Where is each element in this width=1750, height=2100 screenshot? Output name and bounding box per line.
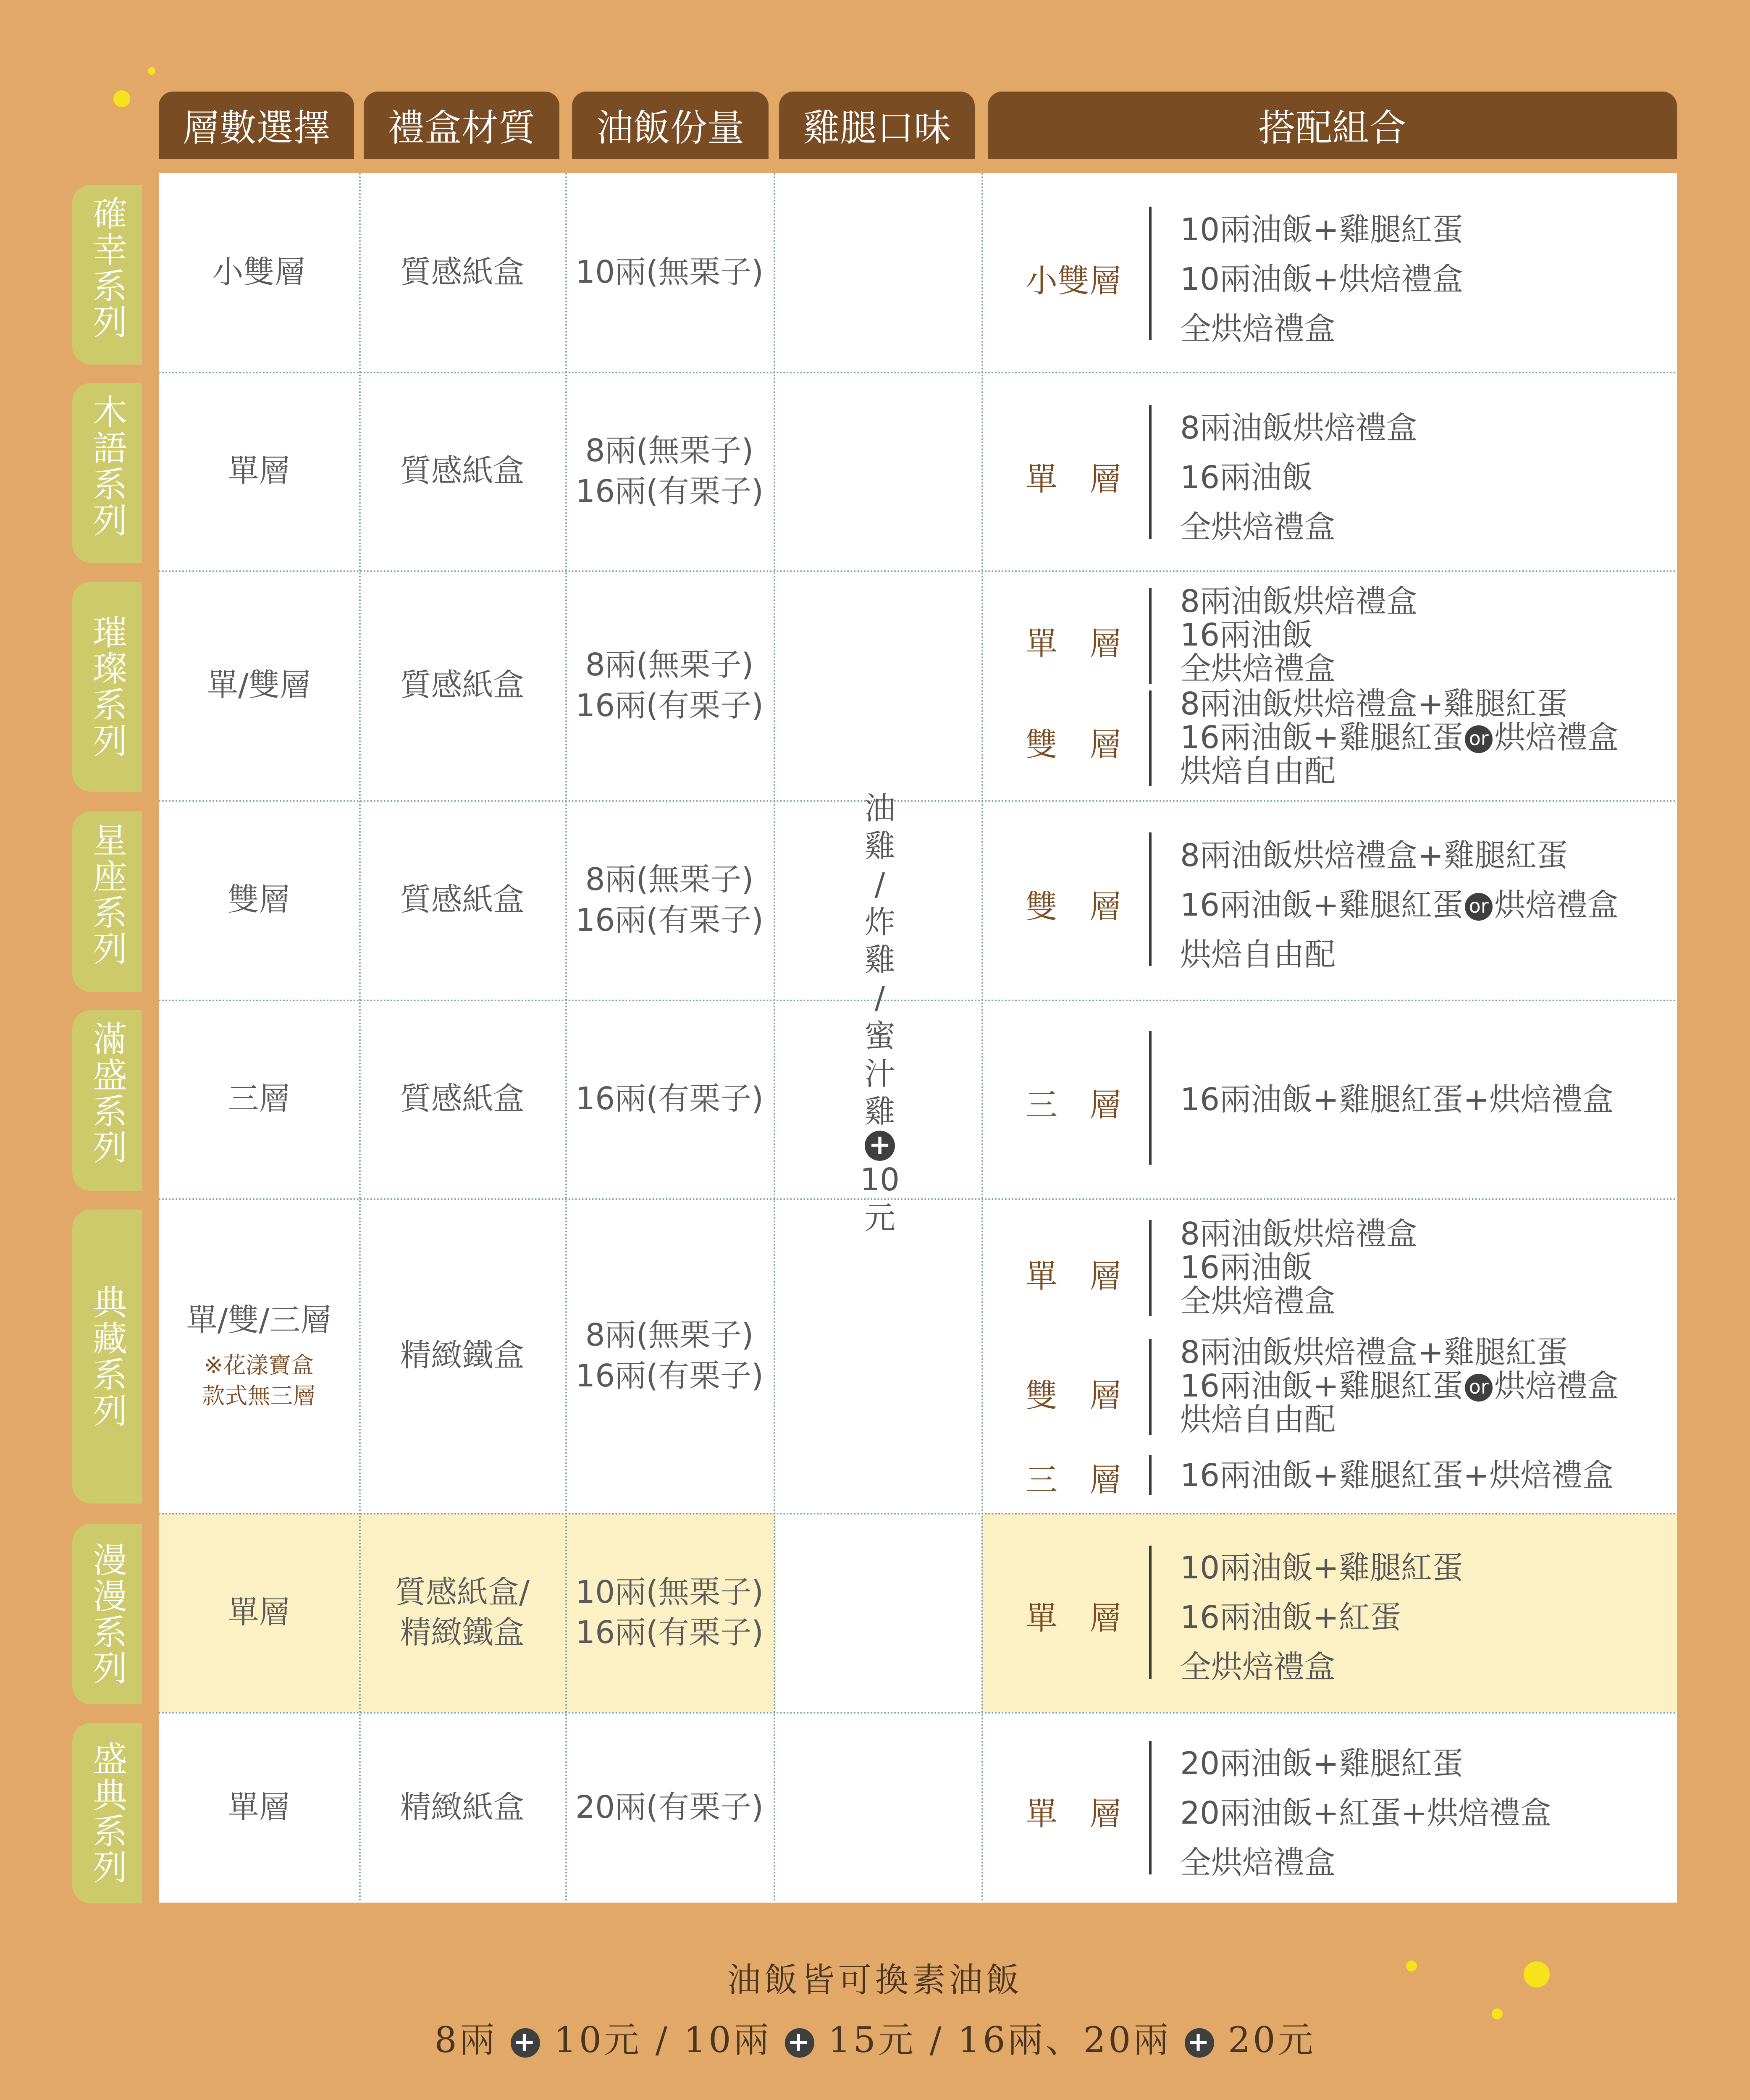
- combo-layer-label: 雙 層: [1026, 888, 1121, 925]
- combo-list: 10兩油飯+雞腿紅蛋 10兩油飯+烘焙禮盒 全烘焙禮盒: [1180, 212, 1464, 347]
- portion-cell: 8兩(無栗子) 16兩(有栗子): [575, 861, 763, 938]
- material-cell: 質感紙盒: [400, 254, 525, 291]
- combo-divider: [1149, 405, 1152, 539]
- layers-cell: 單層: [228, 1594, 290, 1630]
- header-layers: 層數選擇: [159, 92, 354, 159]
- layers-cell: 三層: [228, 1081, 290, 1117]
- layers-cell: 單層: [228, 1789, 290, 1825]
- combo-list: 8兩油飯烘焙禮盒 16兩油飯 全烘焙禮盒: [1180, 410, 1418, 545]
- layers-cell: 小雙層: [212, 254, 306, 291]
- series-tab: 確幸系列: [72, 185, 142, 365]
- plus-icon: +: [785, 2028, 814, 2058]
- combo-layer-label: 小雙層: [1026, 262, 1121, 299]
- combo-layer-label: 三 層: [1026, 1461, 1121, 1499]
- combo-list: 16兩油飯+雞腿紅蛋+烘焙禮盒: [1180, 1457, 1614, 1494]
- combo-divider: [1149, 588, 1152, 684]
- combo-list: 8兩油飯烘焙禮盒 16兩油飯 全烘焙禮盒: [1180, 583, 1418, 687]
- or-badge: or: [1465, 893, 1493, 921]
- combo-divider: [1149, 832, 1152, 966]
- column-divider: [774, 173, 775, 1903]
- combo-list: 10兩油飯+雞腿紅蛋 16兩油飯+紅蛋 全烘焙禮盒: [1180, 1550, 1464, 1685]
- series-tab: 盛典系列: [72, 1723, 142, 1903]
- header-combo: 搭配組合: [988, 92, 1677, 159]
- footer-note: 油飯皆可換素油飯: [727, 1961, 1023, 2000]
- series-tab: 滿盛系列: [72, 1010, 142, 1191]
- combo-divider: [1149, 1220, 1152, 1316]
- combo-divider: [1149, 207, 1152, 340]
- material-cell: 精緻鐵盒: [400, 1337, 525, 1374]
- combo-layer-label: 單 層: [1026, 1795, 1121, 1832]
- or-badge: or: [1465, 725, 1493, 753]
- combo-list: 8兩油飯烘焙禮盒 16兩油飯 全烘焙禮盒: [1180, 1216, 1418, 1319]
- portion-cell: 8兩(無栗子) 16兩(有栗子): [575, 1317, 763, 1394]
- flavor-text: 油 雞 / 炸 雞 / 蜜 汁 雞 + 10 元: [860, 790, 900, 1236]
- series-tab: 璀璨系列: [72, 582, 142, 792]
- series-tab: 典藏系列: [72, 1210, 142, 1504]
- portion-cell: 16兩(有栗子): [575, 1081, 763, 1117]
- material-cell: 質感紙盒/ 精緻鐵盒: [395, 1574, 530, 1651]
- portion-cell: 8兩(無栗子) 16兩(有栗子): [575, 433, 763, 509]
- portion-cell: 10兩(無栗子): [575, 254, 763, 291]
- series-tab: 漫漫系列: [72, 1524, 142, 1704]
- series-tab: 星座系列: [72, 811, 142, 992]
- or-badge: or: [1465, 1374, 1493, 1402]
- plus-icon: +: [865, 1131, 895, 1161]
- portion-cell: 8兩(無栗子) 16兩(有栗子): [575, 647, 763, 724]
- plus-icon: +: [511, 2028, 540, 2058]
- material-cell: 質感紙盒: [400, 667, 525, 704]
- column-divider: [981, 173, 983, 1903]
- layers-cell: 單/雙/三層 ※花漾寶盒 款式無三層: [186, 1302, 332, 1409]
- layers-cell: 單層: [228, 453, 290, 489]
- material-cell: 質感紙盒: [400, 882, 525, 918]
- combo-divider: [1149, 1741, 1152, 1874]
- plus-icon: +: [1185, 2028, 1214, 2058]
- material-cell: 質感紙盒: [400, 453, 525, 489]
- combo-layer-label: 單 層: [1026, 460, 1121, 498]
- decor-dot: [113, 90, 130, 107]
- combo-list: 8兩油飯烘焙禮盒+雞腿紅蛋 16兩油飯+雞腿紅蛋 or 烘焙禮盒 烘焙自由配: [1180, 837, 1619, 973]
- combo-layer-label: 單 層: [1026, 625, 1121, 662]
- header-flavor: 雞腿口味: [779, 92, 975, 159]
- portion-cell: 20兩(有栗子): [575, 1789, 763, 1825]
- combo-divider: [1149, 1031, 1152, 1165]
- combo-layer-label: 雙 層: [1026, 1377, 1121, 1414]
- combo-divider: [1149, 1455, 1152, 1495]
- flavor-column-bg: [776, 1513, 981, 1712]
- material-cell: 質感紙盒: [400, 1081, 525, 1117]
- combo-layer-label: 單 層: [1026, 1257, 1121, 1295]
- header-portion: 油飯份量: [572, 92, 769, 159]
- material-cell: 精緻紙盒: [400, 1789, 525, 1825]
- combo-divider: [1149, 1546, 1152, 1679]
- layers-cell: 單/雙層: [207, 667, 311, 704]
- layers-cell: 雙層: [228, 882, 290, 918]
- series-tab: 木語系列: [72, 383, 142, 563]
- decor-dot: [148, 67, 155, 75]
- combo-layer-label: 雙 層: [1026, 726, 1121, 763]
- combo-list: 20兩油飯+雞腿紅蛋 20兩油飯+紅蛋+烘焙禮盒 全烘焙禮盒: [1180, 1746, 1552, 1881]
- header-material: 禮盒材質: [364, 92, 559, 159]
- portion-cell: 10兩(無栗子) 16兩(有栗子): [575, 1574, 763, 1651]
- combo-layer-label: 三 層: [1026, 1086, 1121, 1124]
- combo-list: 16兩油飯+雞腿紅蛋+烘焙禮盒: [1180, 1082, 1614, 1118]
- combo-divider: [1149, 1339, 1152, 1435]
- combo-layer-label: 單 層: [1026, 1599, 1121, 1637]
- combo-list: 8兩油飯烘焙禮盒+雞腿紅蛋 16兩油飯+雞腿紅蛋 or 烘焙禮盒 烘焙自由配: [1180, 686, 1619, 789]
- footer-price-note: 8兩 + 10元 / 10兩 + 15元 / 16兩、20兩 + 20元: [434, 2019, 1316, 2061]
- combo-list: 8兩油飯烘焙禮盒+雞腿紅蛋 16兩油飯+雞腿紅蛋 or 烘焙禮盒 烘焙自由配: [1180, 1334, 1619, 1438]
- combo-divider: [1149, 690, 1152, 786]
